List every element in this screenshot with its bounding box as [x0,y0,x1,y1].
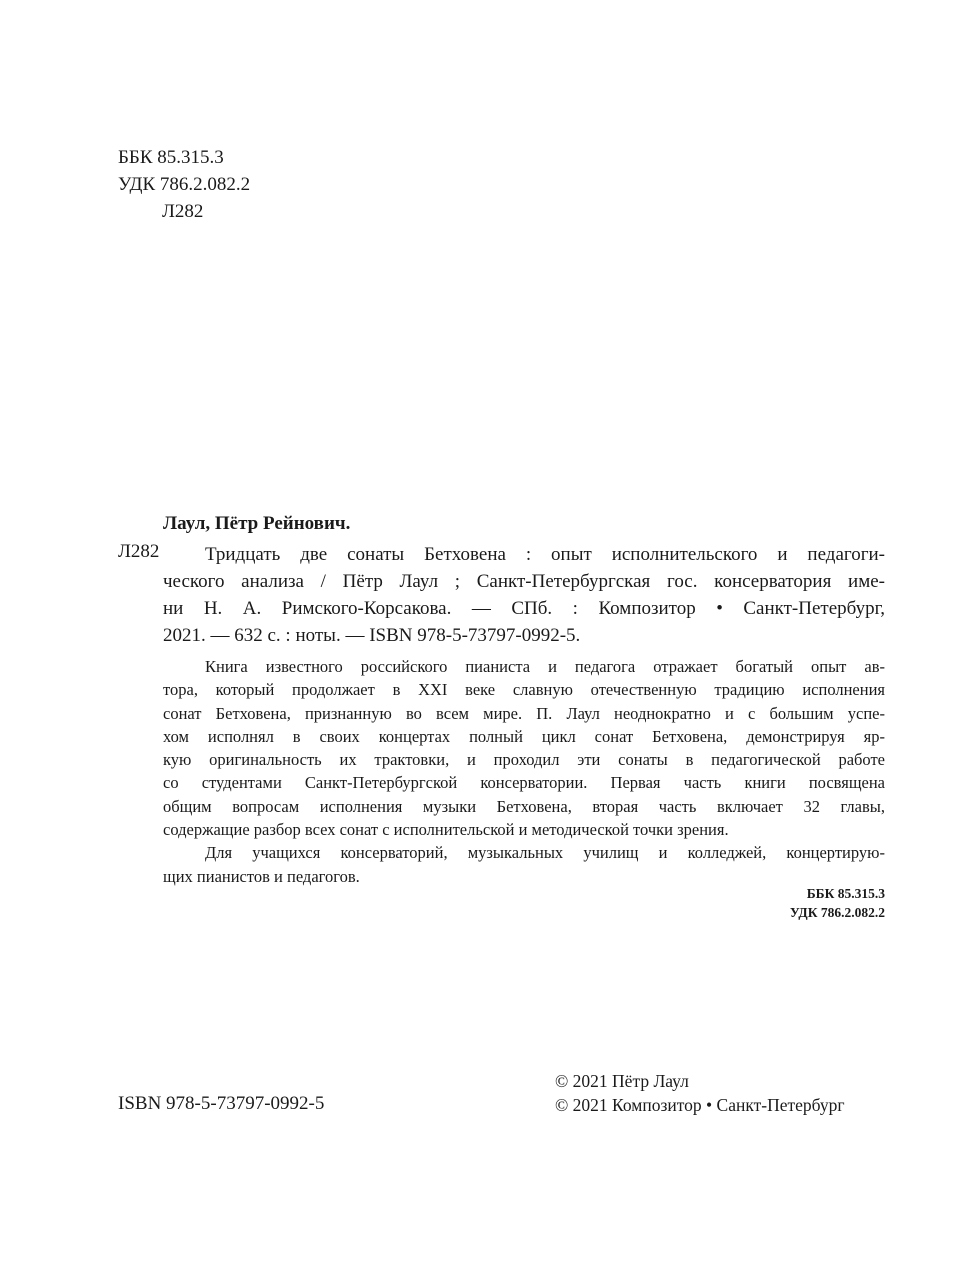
bib-line: ческого анализа / Пётр Лаул ; Санкт-Петербургская гос. консерватория име- [163,571,885,592]
annotation-line: Для учащихся консерваторий, музыкальных училищ и колледжей, концертирую- [205,843,885,863]
udk-code: УДК 786.2.082.2 [118,174,251,195]
annotation-line: со студентами Санкт-Петербургской консерватории. Первая часть книги посвящена [163,773,885,793]
annotation-line: общим вопросам исполнения музыки Бетховена, вторая часть включает 32 главы, [163,796,885,816]
bib-line: 2021. — 632 с. : ноты. — ISBN 978-5-73797-0992-5. [163,625,581,646]
annotation-codes [790,884,885,922]
author-mark: Л282 [162,201,204,222]
annotation-line: щих пианистов и педагогов. [163,866,360,886]
author-heading: Лаул, Пётр Рейнович. [163,513,351,534]
bibliographic-description [163,541,885,649]
copyright-publisher: © 2021 Композитор • Санкт-Петербург [555,1095,845,1115]
bbk-code: ББК 85.315.3 [118,147,224,168]
classification-block [118,144,250,225]
bib-line: ни Н. А. Римского-Корсакова. — СПб. : Композитор • Санкт-Петербург, [163,598,885,619]
isbn: ISBN 978-5-73797-0992-5 [118,1093,325,1114]
annotation-line: сонат Бетховена, признанную во всем мире. П. Лаул неоднократно и с большим успе- [163,703,885,723]
annotation-line: тора, который продолжает в XXI веке славную отечественную традицию исполнения [163,680,885,700]
author-mark-code: Л282 [118,541,160,562]
bbk-code-small: ББК 85.315.3 [806,886,885,901]
copyright-block [555,1069,845,1117]
annotation-line: хом исполнял в своих концертах полный цикл сонат Бетховена, демонстрируя яр- [163,726,885,746]
annotation-line: кую оригинальность их трактовки, и проходил эти сонаты в педагогической работе [163,750,885,770]
annotation [163,655,885,888]
bib-line: Тридцать две сонаты Бетховена : опыт исполнительского и педагоги- [205,544,885,565]
annotation-line: Книга известного российского пианиста и педагога отражает богатый опыт ав- [205,657,885,676]
copyright-author: © 2021 Пётр Лаул [555,1071,689,1091]
udk-code-small: УДК 786.2.082.2 [789,905,885,920]
annotation-line: содержащие разбор всех сонат с исполнительской и методической точки зрения. [163,820,729,840]
